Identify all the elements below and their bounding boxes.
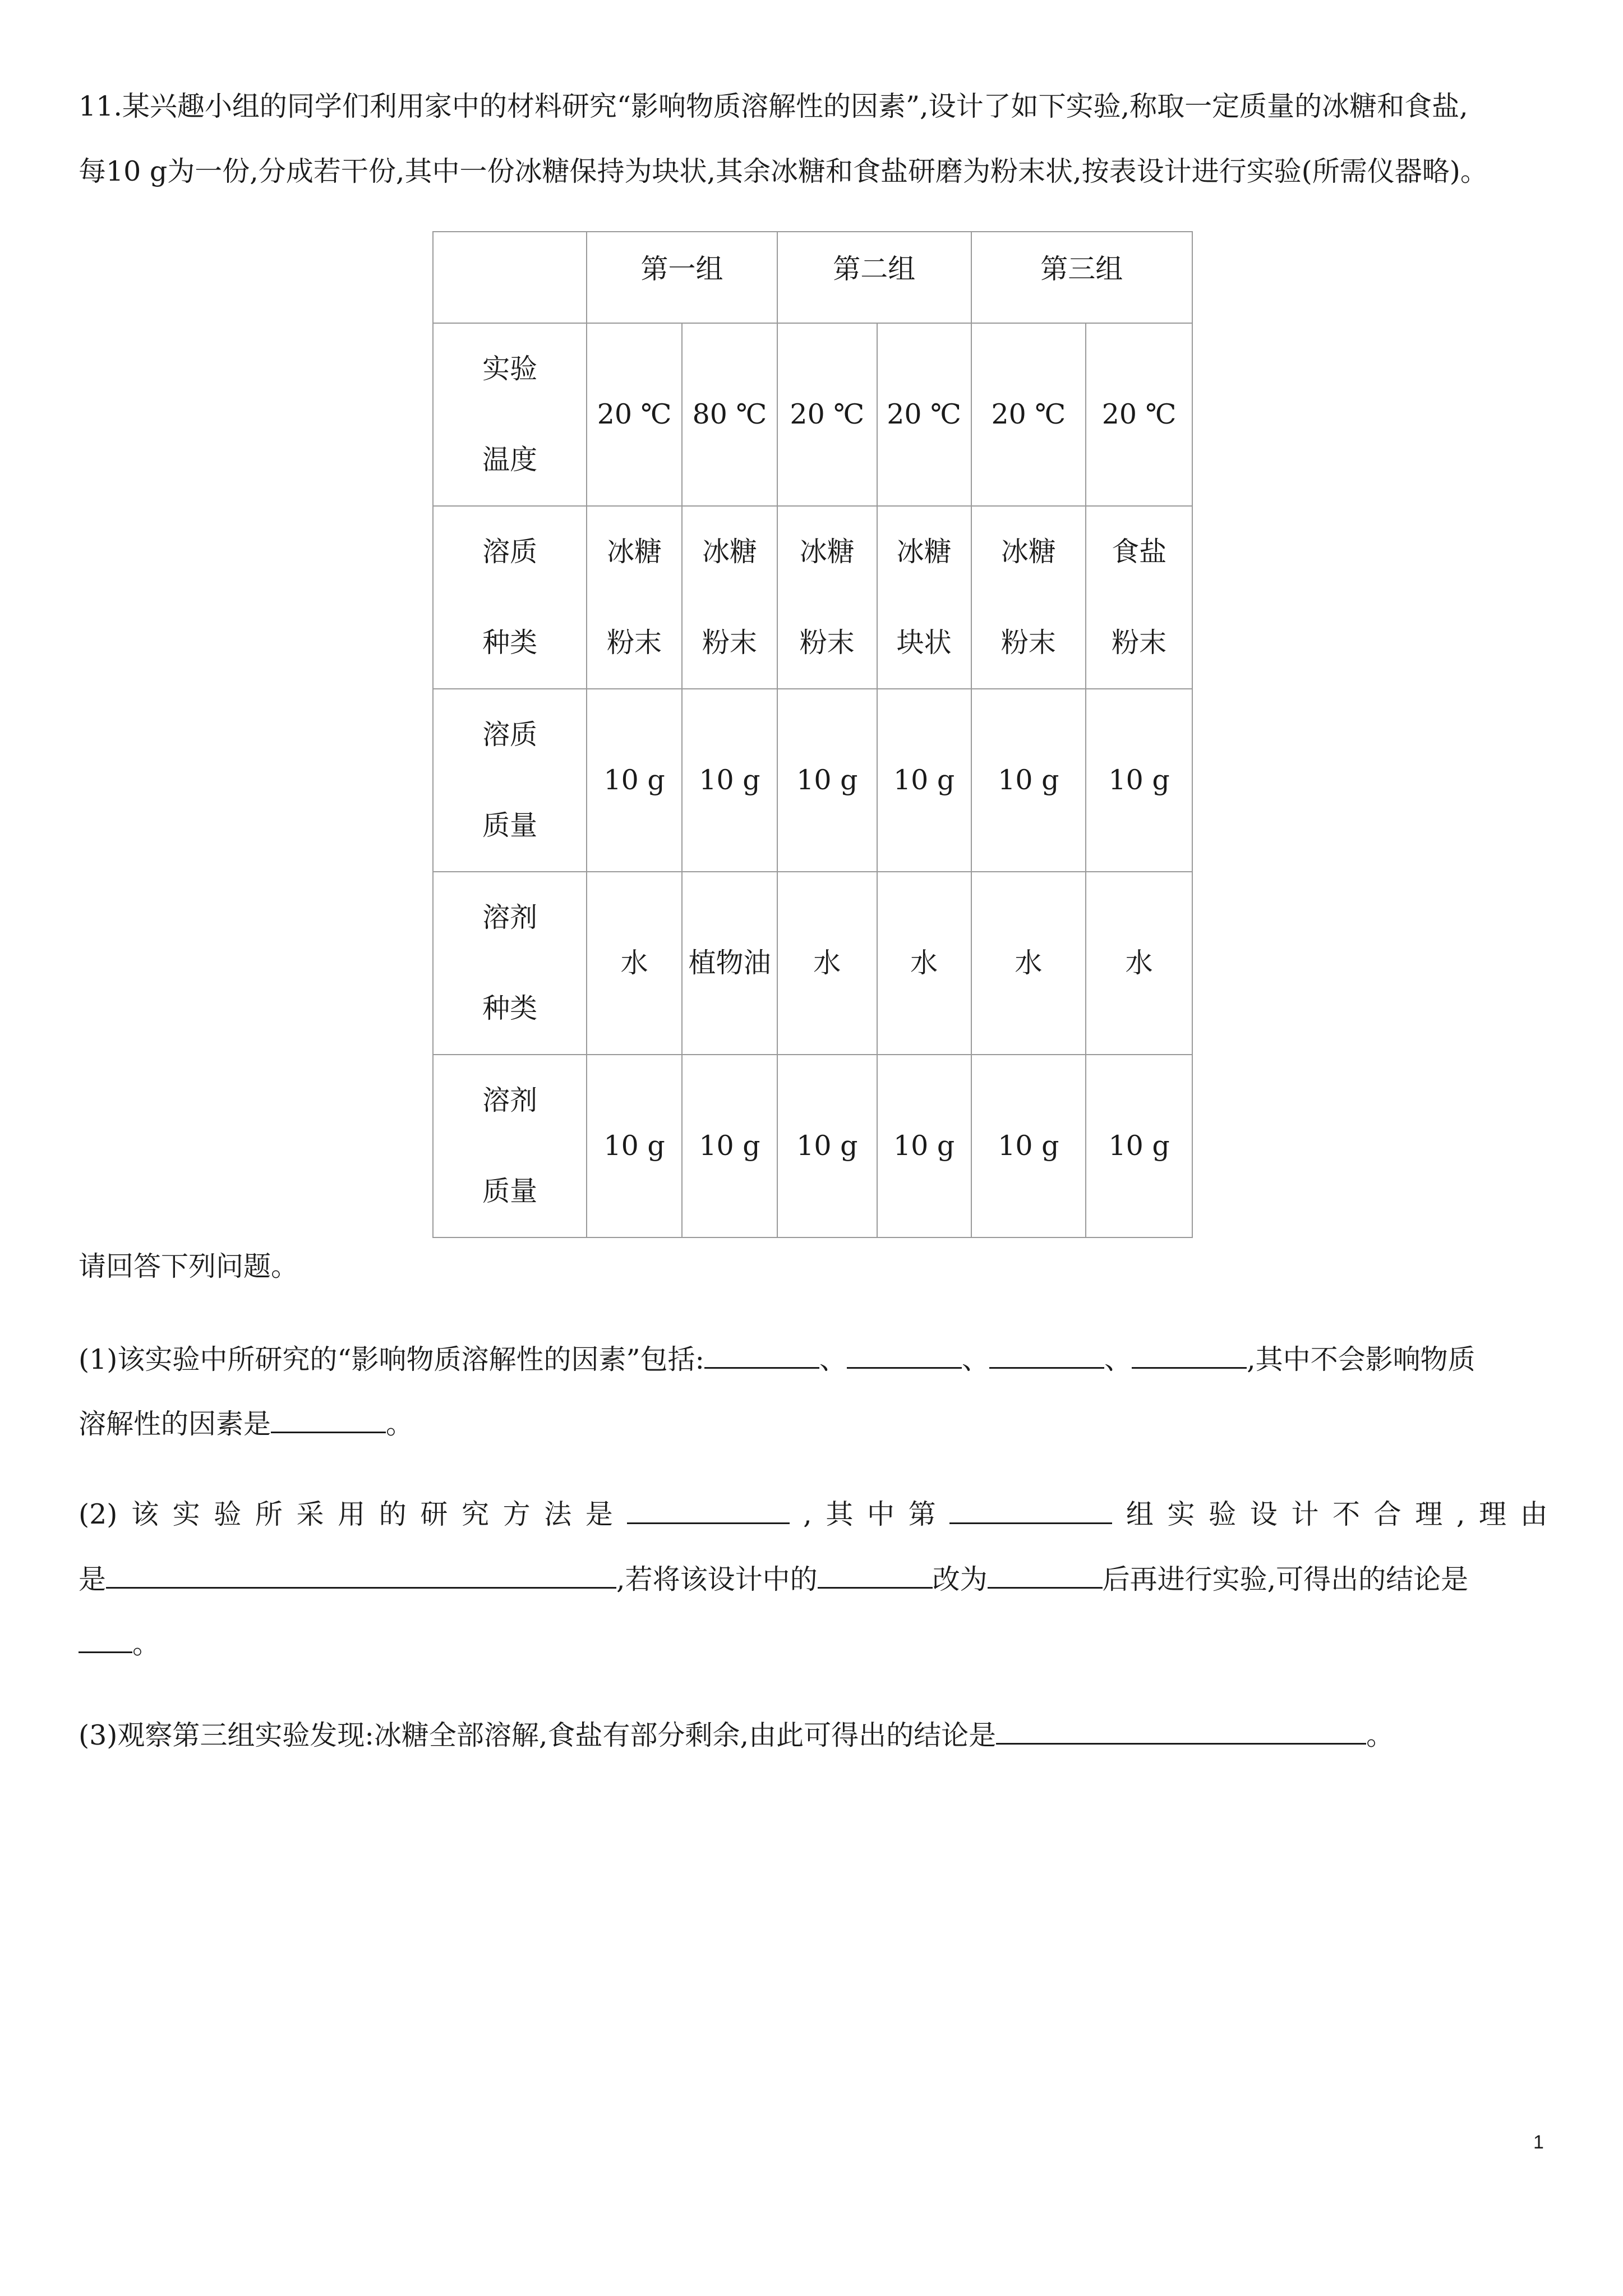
table-row (433, 506, 1192, 689)
question-3-line-1: (3)观察第三组实验发现:冰糖全部溶解,食盐有部分剩余,由此可得出的结论是 。 (79, 1719, 1394, 1751)
group-header: 第三组 (971, 232, 1192, 323)
row-label: 溶剂 种类 (433, 872, 587, 1055)
group-header: 第二组 (777, 232, 971, 323)
table-cell: 10 g (1086, 1055, 1192, 1237)
question-2-line-2: 是 ,若将该设计中的 改为 后再进行实验,可得出的结论是 (79, 1563, 1469, 1595)
table-cell: 10 g (971, 689, 1086, 872)
table-row (433, 1055, 1192, 1237)
table-cell: 20 ℃ (587, 323, 682, 506)
table-cell: 冰糖 粉末 (587, 506, 682, 689)
experiment-table (432, 231, 1193, 1238)
row-label: 溶剂 质量 (433, 1055, 587, 1237)
question-2-line-1: (2) 该 实 验 所 采 用 的 研 究 方 法 是 , 其 中 第 组 实 验 设 计 不 合 理 , 理 由 (79, 1498, 1548, 1530)
row-label: 实验 温度 (433, 323, 587, 506)
table-cell: 10 g (682, 1055, 777, 1237)
table-cell: 20 ℃ (971, 323, 1086, 506)
table-cell: 10 g (877, 1055, 971, 1237)
table-row (433, 323, 1192, 506)
table-cell: 10 g (1086, 689, 1192, 872)
question-2-line-3: 。 (79, 1627, 1548, 1661)
questions-prompt: 请回答下列问题。 (79, 1250, 299, 1282)
row-label: 溶质 质量 (433, 689, 587, 872)
answer-blank[interactable] (79, 1627, 132, 1653)
answer-blank[interactable] (1132, 1342, 1247, 1369)
question-intro-line-1: 11.某兴趣小组的同学们利用家中的材料研究“影响物质溶解性的因素”,设计了如下实验,称取一定质量的冰糖和食盐, (79, 90, 1468, 122)
table-cell: 食盐 粉末 (1086, 506, 1192, 689)
corner-cell (433, 232, 587, 323)
answer-blank[interactable] (271, 1407, 386, 1433)
table-cell: 80 ℃ (682, 323, 777, 506)
table-cell: 10 g (587, 1055, 682, 1237)
table-row (433, 689, 1192, 872)
page-number: 1 (1533, 2132, 1544, 2153)
table-cell: 20 ℃ (877, 323, 971, 506)
answer-blank[interactable] (996, 1718, 1366, 1745)
answer-blank[interactable] (988, 1562, 1103, 1589)
answer-blank[interactable] (949, 1498, 1112, 1524)
table-cell: 冰糖 粉末 (777, 506, 877, 689)
answer-blank[interactable] (847, 1342, 962, 1369)
answer-blank[interactable] (818, 1562, 933, 1589)
table-cell: 10 g (777, 1055, 877, 1237)
table-header-row (433, 232, 1192, 323)
table-cell: 水 (1086, 872, 1192, 1055)
table-cell: 水 (971, 872, 1086, 1055)
table-cell: 10 g (587, 689, 682, 872)
table-cell: 20 ℃ (1086, 323, 1192, 506)
table-cell: 10 g (682, 689, 777, 872)
table-cell: 10 g (971, 1055, 1086, 1237)
answer-blank[interactable] (627, 1498, 790, 1524)
table-cell: 10 g (777, 689, 877, 872)
answer-blank[interactable] (989, 1342, 1104, 1369)
table-cell: 水 (587, 872, 682, 1055)
table-cell: 20 ℃ (777, 323, 877, 506)
question-1-line-2: 溶解性的因素是 。 (79, 1408, 414, 1440)
table-cell: 冰糖 粉末 (682, 506, 777, 689)
row-label: 溶质 种类 (433, 506, 587, 689)
table-cell: 植物油 (682, 872, 777, 1055)
table-row (433, 872, 1192, 1055)
table-cell: 冰糖 块状 (877, 506, 971, 689)
table-cell: 冰糖 粉末 (971, 506, 1086, 689)
group-header: 第一组 (587, 232, 777, 323)
question-1-line-1: (1)该实验中所研究的“影响物质溶解性的因素”包括: 、 、 、 ,其中不会影响物质 (79, 1343, 1476, 1375)
table-cell: 水 (777, 872, 877, 1055)
answer-blank[interactable] (106, 1562, 616, 1589)
table-cell: 水 (877, 872, 971, 1055)
answer-blank[interactable] (704, 1342, 819, 1369)
table-cell: 10 g (877, 689, 971, 872)
question-intro-line-2: 每10 g为一份,分成若干份,其中一份冰糖保持为块状,其余冰糖和食盐研磨为粉末状,按表设计进行实验(所需仪器略)。 (79, 155, 1488, 187)
